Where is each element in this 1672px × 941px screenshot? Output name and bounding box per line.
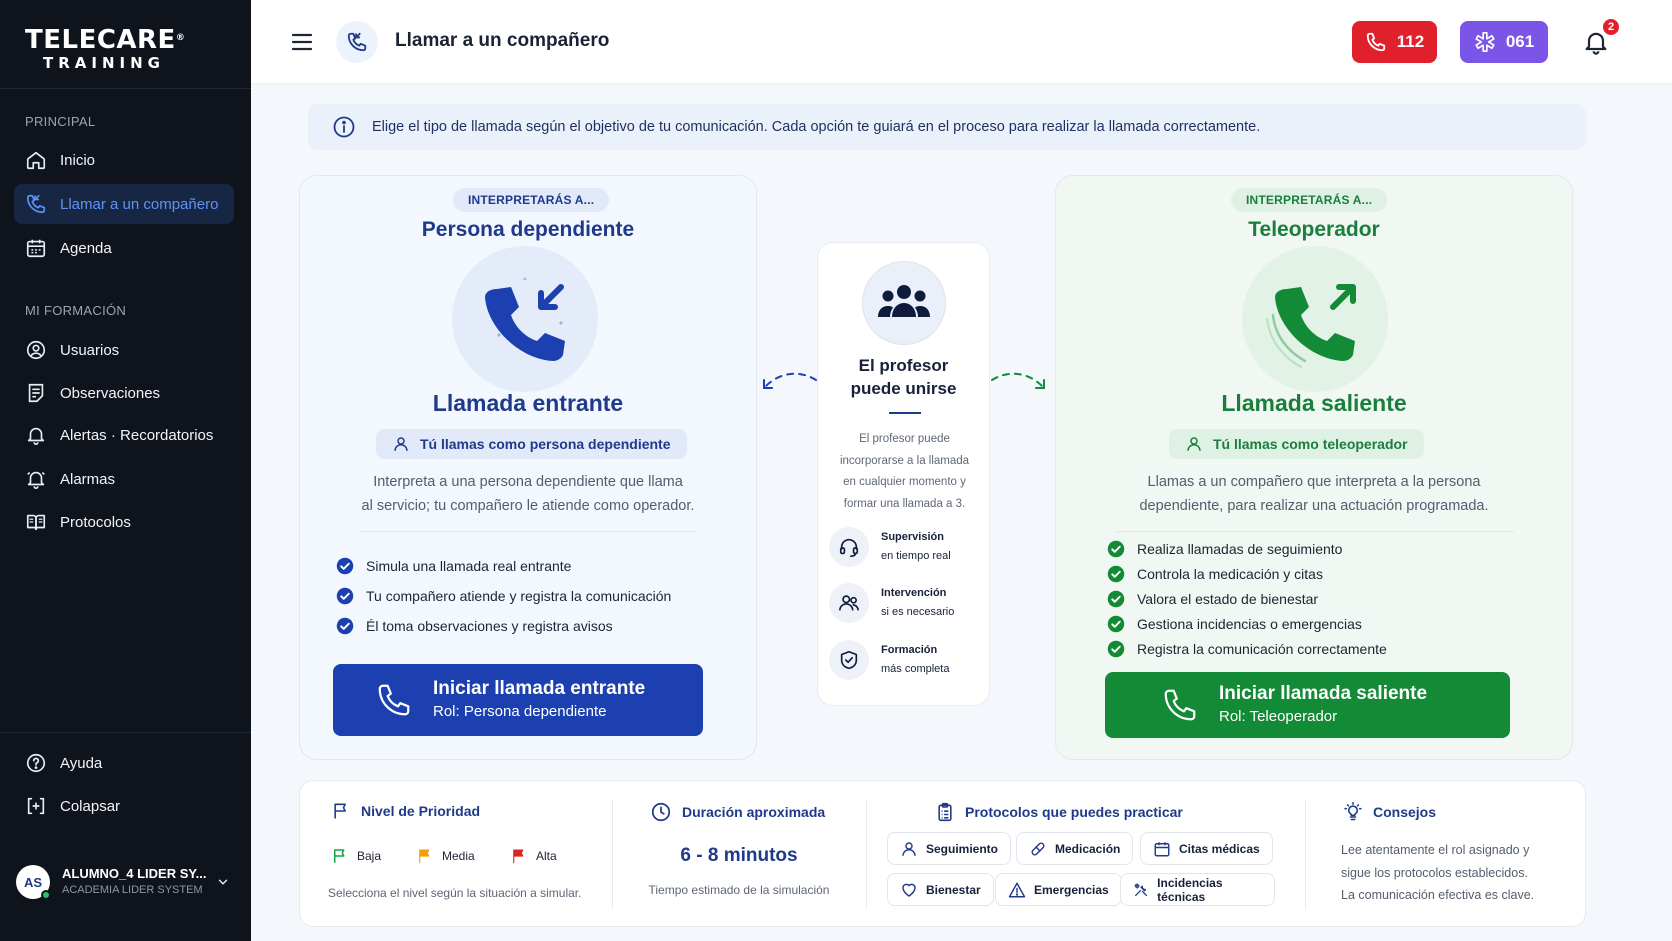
dashed-arrow-left-icon bbox=[760, 370, 818, 392]
list-item bbox=[1107, 586, 1387, 611]
user-icon bbox=[900, 840, 918, 858]
sidebar-item-inicio[interactable] bbox=[14, 140, 234, 180]
sidebar-divider bbox=[0, 732, 251, 733]
dashed-arrow-right-icon bbox=[990, 370, 1048, 392]
role-pill: INTERPRETARÁS A... bbox=[453, 188, 609, 212]
medical-star-icon bbox=[1474, 31, 1496, 53]
yellow-flag-icon bbox=[416, 847, 434, 865]
help-icon bbox=[25, 752, 47, 774]
card-divider bbox=[361, 531, 697, 532]
protocol-tag-incidencias[interactable] bbox=[1120, 873, 1275, 906]
calendar-icon bbox=[25, 237, 47, 259]
teacher-join-title-line: puede unirse bbox=[850, 379, 957, 398]
duration-title: Duración aproximada bbox=[682, 804, 826, 820]
sidebar-item-label: Protocolos bbox=[60, 513, 131, 531]
start-incoming-call-button[interactable] bbox=[333, 664, 703, 736]
feature-subtitle: en tiempo real bbox=[881, 550, 951, 562]
check-circle-icon bbox=[1107, 590, 1125, 608]
incoming-description-line: Interpreta a una persona dependiente que llama bbox=[373, 474, 683, 490]
telecare-logo[interactable] bbox=[25, 26, 185, 72]
incoming-description-line: al servicio; tu compañero le atiende como operador. bbox=[361, 498, 695, 514]
sidebar-item-protocolos[interactable] bbox=[14, 502, 234, 542]
incoming-call-title: Llamada entrante bbox=[432, 390, 624, 416]
outgoing-call-card bbox=[1055, 175, 1573, 760]
home-icon bbox=[25, 149, 47, 171]
page-title-icon bbox=[336, 21, 378, 63]
headset-icon bbox=[838, 536, 860, 558]
list-item-text: Valora el estado de bienestar bbox=[1137, 590, 1319, 607]
avatar-initials: AS bbox=[23, 874, 43, 890]
priority-high[interactable] bbox=[510, 847, 557, 865]
emergency-061-label: 061 bbox=[1505, 32, 1535, 51]
duration-value: 6 - 8 minutos bbox=[680, 845, 798, 866]
incoming-description bbox=[300, 470, 756, 518]
sidebar-item-label: Alarmas bbox=[60, 470, 116, 488]
protocol-tag-label: Bienestar bbox=[926, 882, 981, 897]
role-pill: INTERPRETARÁS A... bbox=[1231, 188, 1387, 212]
duration-header bbox=[650, 801, 825, 823]
list-item-text: Tu compañero atiende y registra la comunicación bbox=[366, 588, 672, 604]
incoming-call-card bbox=[299, 175, 757, 760]
priority-header bbox=[331, 801, 480, 821]
sidebar-item-alertas[interactable] bbox=[14, 415, 234, 455]
tips-line: Lee atentamente el rol asignado y bbox=[1341, 843, 1530, 857]
sidebar-item-label: Llamar a un compañero bbox=[60, 195, 219, 213]
feature-supervision bbox=[829, 527, 951, 567]
feature-title: Intervención bbox=[881, 587, 947, 599]
start-outgoing-call-role: Rol: Teleoperador bbox=[1219, 708, 1338, 725]
list-item bbox=[1107, 611, 1387, 636]
priority-title: Nivel de Prioridad bbox=[361, 803, 481, 819]
outgoing-feature-list bbox=[1107, 536, 1387, 661]
sidebar-item-llamar[interactable] bbox=[14, 184, 234, 224]
user-icon bbox=[1185, 435, 1203, 453]
sidebar-item-label: Colapsar bbox=[60, 797, 121, 815]
phone-call-icon bbox=[25, 193, 47, 215]
tools-icon bbox=[1133, 881, 1149, 899]
priority-low[interactable] bbox=[331, 847, 381, 865]
logo-subtitle: TRAINING bbox=[43, 54, 165, 72]
protocol-tag-label: Citas médicas bbox=[1179, 841, 1260, 856]
outgoing-call-icon bbox=[1265, 269, 1365, 369]
clock-icon bbox=[650, 801, 672, 823]
feature-training bbox=[829, 640, 949, 680]
outgoing-you-call-label: Tú llamas como teleoperador bbox=[1213, 436, 1408, 452]
sidebar-item-alarmas[interactable] bbox=[14, 459, 234, 499]
notes-icon bbox=[25, 382, 47, 404]
users-icon bbox=[838, 592, 860, 614]
protocol-tag-emergencias[interactable] bbox=[995, 873, 1122, 906]
check-circle-icon bbox=[1107, 540, 1125, 558]
incoming-you-call-label: Tú llamas como persona dependiente bbox=[420, 436, 671, 452]
emergency-112-label: 112 bbox=[1396, 32, 1425, 51]
clipboard-icon bbox=[935, 801, 955, 823]
check-circle-icon bbox=[1107, 565, 1125, 583]
check-circle-icon bbox=[336, 587, 354, 605]
outgoing-description-line: Llamas a un compañero que interpreta a la persona bbox=[1147, 474, 1481, 490]
teacher-join-description-line: incorporarse a la llamada bbox=[839, 454, 970, 467]
incoming-you-call-pill bbox=[376, 429, 687, 459]
feature-title: Formación bbox=[881, 644, 938, 656]
sidebar-item-label: Ayuda bbox=[60, 754, 103, 772]
hamburger-menu-icon[interactable] bbox=[289, 30, 315, 54]
emergency-112-button[interactable] bbox=[1352, 21, 1437, 63]
red-flag-icon bbox=[510, 847, 528, 865]
sidebar-item-usuarios[interactable] bbox=[14, 330, 234, 370]
user-circle-icon bbox=[25, 339, 47, 361]
outgoing-role-title: Teleoperador bbox=[1248, 218, 1380, 241]
section-label-principal: PRINCIPAL bbox=[25, 114, 96, 129]
teacher-join-card bbox=[817, 242, 990, 706]
check-circle-icon bbox=[1107, 615, 1125, 633]
priority-medium-label: Media bbox=[442, 849, 475, 863]
sidebar-divider bbox=[0, 88, 251, 89]
protocol-tag-label: Medicación bbox=[1055, 841, 1121, 856]
teacher-join-description-line: formar una llamada a 3. bbox=[843, 497, 966, 510]
sidebar-item-agenda[interactable] bbox=[14, 228, 234, 268]
lightbulb-icon bbox=[1343, 801, 1363, 823]
user-name: ALUMNO_4 LIDER SY... bbox=[62, 866, 207, 881]
list-item bbox=[336, 611, 671, 641]
section-divider bbox=[1305, 799, 1306, 910]
heart-icon bbox=[900, 881, 918, 899]
outgoing-description bbox=[1056, 470, 1572, 518]
bell-icon bbox=[25, 424, 47, 446]
protocol-tag-citas[interactable] bbox=[1140, 832, 1273, 865]
outgoing-call-illustration bbox=[1242, 246, 1388, 392]
start-incoming-call-label: Iniciar llamada entrante bbox=[433, 678, 646, 699]
incoming-role-title: Persona dependiente bbox=[421, 218, 635, 241]
protocols-title: Protocolos que puedes practicar bbox=[965, 804, 1183, 820]
list-item bbox=[1107, 561, 1387, 586]
tips-line: La comunicación efectiva es clave. bbox=[1341, 888, 1535, 902]
teacher-group-illustration bbox=[862, 261, 946, 345]
duration-note: Tiempo estimado de la simulación bbox=[648, 883, 830, 897]
user-organization: ACADEMIA LIDER SYSTEM bbox=[62, 884, 203, 896]
shield-check-icon bbox=[838, 649, 860, 671]
notification-count-badge: 2 bbox=[1601, 17, 1621, 37]
list-item-text: Realiza llamadas de seguimiento bbox=[1137, 540, 1343, 557]
teacher-join-title bbox=[818, 354, 989, 400]
feature-subtitle: más completa bbox=[881, 663, 950, 675]
outgoing-description-line: dependiente, para realizar una actuación programada. bbox=[1139, 498, 1489, 514]
chevron-down-icon[interactable] bbox=[216, 875, 230, 889]
incoming-call-illustration bbox=[452, 246, 598, 392]
book-icon bbox=[25, 511, 47, 533]
sidebar-item-observaciones[interactable] bbox=[14, 373, 234, 413]
protocol-tag-bienestar[interactable] bbox=[887, 873, 994, 906]
feature-subtitle: si es necesario bbox=[881, 606, 955, 618]
online-status-dot bbox=[41, 890, 51, 900]
protocol-tag-label: Emergencias bbox=[1034, 882, 1109, 897]
feature-intervention bbox=[829, 583, 954, 623]
section-label-formacion: MI FORMACIÓN bbox=[25, 303, 127, 318]
list-item-text: Él toma observaciones y registra avisos bbox=[366, 618, 613, 634]
calendar-icon bbox=[1153, 840, 1171, 858]
outgoing-call-title: Llamada saliente bbox=[1221, 390, 1407, 416]
card-divider bbox=[1116, 531, 1514, 532]
page-title: Llamar a un compañero bbox=[395, 30, 610, 51]
check-circle-icon bbox=[336, 617, 354, 635]
tips-header bbox=[1343, 801, 1436, 823]
protocol-tag-label: Incidencias técnicas bbox=[1157, 875, 1223, 904]
outgoing-you-call-pill bbox=[1169, 429, 1424, 459]
start-outgoing-call-button[interactable] bbox=[1105, 672, 1510, 738]
check-circle-icon bbox=[336, 557, 354, 575]
protocol-tag-label: Seguimiento bbox=[926, 841, 999, 856]
info-icon bbox=[332, 115, 356, 139]
title-underline bbox=[889, 412, 921, 414]
protocols-header bbox=[935, 801, 1183, 823]
info-strip bbox=[299, 780, 1586, 927]
collapse-icon bbox=[25, 795, 47, 817]
check-circle-icon bbox=[1107, 640, 1125, 658]
list-item-text: Registra la comunicación correctamente bbox=[1137, 640, 1387, 657]
sidebar bbox=[0, 0, 251, 941]
alarm-icon bbox=[25, 468, 47, 490]
teacher-join-description-line: El profesor puede bbox=[859, 433, 950, 445]
protocols-section bbox=[867, 781, 1275, 928]
duration-section bbox=[613, 781, 865, 928]
tips-title: Consejos bbox=[1373, 804, 1437, 820]
list-item-text: Simula una llamada real entrante bbox=[366, 558, 572, 574]
phone-icon bbox=[375, 681, 413, 719]
teacher-join-description-line: en cualquier momento y bbox=[843, 476, 966, 488]
flag-icon bbox=[331, 801, 351, 821]
list-item bbox=[336, 551, 671, 581]
phone-icon bbox=[1161, 686, 1199, 724]
sidebar-item-label: Observaciones bbox=[60, 384, 161, 402]
list-item-text: Gestiona incidencias o emergencias bbox=[1137, 615, 1362, 632]
user-icon bbox=[392, 435, 410, 453]
list-item bbox=[1107, 636, 1387, 661]
pill-icon bbox=[1029, 840, 1047, 858]
green-flag-icon bbox=[331, 847, 349, 865]
teacher-join-description bbox=[828, 429, 981, 515]
incoming-feature-list bbox=[336, 551, 671, 641]
protocol-tag-seguimiento[interactable] bbox=[887, 832, 1011, 865]
feature-title: Supervisión bbox=[881, 531, 944, 543]
start-outgoing-call-label: Iniciar llamada saliente bbox=[1219, 683, 1428, 704]
priority-note: Selecciona el nivel según la situación a simular. bbox=[328, 886, 582, 900]
priority-medium[interactable] bbox=[416, 847, 475, 865]
priority-section bbox=[300, 781, 612, 928]
sidebar-item-label: Usuarios bbox=[60, 341, 120, 359]
sidebar-item-ayuda[interactable] bbox=[14, 743, 234, 783]
info-banner bbox=[308, 104, 1586, 150]
list-item bbox=[1107, 536, 1387, 561]
phone-icon bbox=[1365, 31, 1387, 53]
logo-registered-mark: ® bbox=[175, 33, 186, 43]
avatar bbox=[16, 865, 50, 899]
group-icon bbox=[876, 283, 932, 323]
sidebar-item-label: Inicio bbox=[60, 151, 96, 169]
warning-icon bbox=[1008, 881, 1026, 899]
teacher-join-title-line: El profesor bbox=[858, 356, 949, 375]
protocol-tag-medicacion[interactable] bbox=[1016, 832, 1133, 865]
priority-high-label: Alta bbox=[536, 849, 557, 863]
user-profile[interactable] bbox=[16, 862, 240, 902]
phone-call-icon bbox=[346, 31, 368, 53]
sidebar-item-label: Agenda bbox=[60, 239, 112, 257]
sidebar-item-colapsar[interactable] bbox=[14, 786, 234, 826]
emergency-061-button[interactable] bbox=[1460, 21, 1548, 63]
list-item bbox=[336, 581, 671, 611]
incoming-call-icon bbox=[475, 269, 575, 369]
logo-name: TELECARE bbox=[25, 25, 176, 55]
tips-text bbox=[1341, 839, 1561, 907]
tips-line: sigue los protocolos establecidos. bbox=[1341, 865, 1528, 880]
start-incoming-call-role: Rol: Persona dependiente bbox=[433, 703, 607, 720]
info-banner-text: Elige el tipo de llamada según el objetivo de tu comunicación. Cada opción te guiará en el proceso para realizar la llamada correctamente. bbox=[372, 119, 1261, 135]
priority-low-label: Baja bbox=[357, 849, 382, 863]
sidebar-item-label: Alertas · Recordatorios bbox=[60, 426, 214, 444]
list-item-text: Controla la medicación y citas bbox=[1137, 565, 1323, 582]
